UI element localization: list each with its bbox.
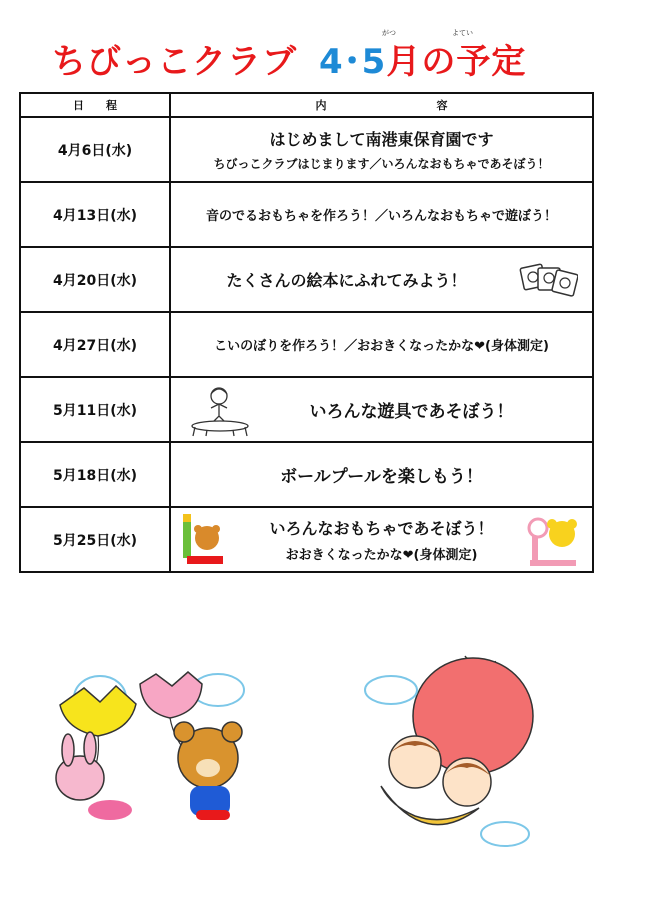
table-header-row	[20, 93, 593, 117]
table-row	[20, 312, 593, 377]
header-date: 日 程	[20, 93, 170, 117]
table-row	[20, 247, 593, 312]
row-content	[170, 117, 593, 182]
row-content-line1: はじめまして南港東保育園です	[269, 130, 494, 149]
title-schedule: 月の予定	[386, 42, 527, 82]
row-content-text: ボールプールを楽しもう！	[280, 467, 483, 487]
row-content-text: いろんな遊具であそぼう！	[309, 402, 514, 422]
row-content	[170, 247, 593, 312]
row-date: 5月11日(水)	[20, 377, 170, 442]
picture-books-icon	[518, 260, 578, 302]
row-date: 4月13日(水)	[20, 182, 170, 247]
bear-rabbit-balloons-illustration	[40, 660, 260, 830]
row-content-text: たくさんの絵本にふれてみよう！	[226, 271, 467, 290]
row-content	[170, 182, 593, 247]
table-row	[20, 377, 593, 442]
row-date: 4月6日(水)	[20, 117, 170, 182]
strawberry-balloon-children-illustration	[355, 650, 555, 850]
table-row	[20, 507, 593, 572]
row-content	[170, 377, 593, 442]
title-club-name: ちびっこクラブ	[52, 42, 297, 82]
title-months: 4･5	[319, 42, 387, 82]
row-content-line2: おおきくなったかな❤(身体測定)	[285, 548, 478, 563]
header-content: 内 容	[170, 93, 593, 117]
table-row	[20, 182, 593, 247]
row-date: 4月20日(水)	[20, 247, 170, 312]
row-date: 5月25日(水)	[20, 507, 170, 572]
title-ruby-tsuki: がつ	[382, 29, 396, 37]
title-ruby-yotei: よてい	[452, 29, 473, 37]
schedule-table	[19, 92, 594, 573]
page-title	[52, 34, 526, 82]
row-date: 4月27日(水)	[20, 312, 170, 377]
row-content	[170, 442, 593, 507]
row-content-text: こいのぼりを作ろう！／おおきくなったかな❤(身体測定)	[214, 339, 549, 354]
table-row	[20, 117, 593, 182]
table-row	[20, 442, 593, 507]
trampoline-child-illustration	[187, 384, 253, 438]
chick-scale-icon	[526, 512, 580, 568]
row-content	[170, 507, 593, 572]
row-content	[170, 312, 593, 377]
row-content-line2: ちびっこクラブはじまります／いろんなおもちゃであそぼう！	[213, 157, 550, 171]
row-content-text: 音のでるおもちゃを作ろう！／いろんなおもちゃで遊ぼう！	[205, 209, 557, 224]
row-content-line1: いろんなおもちゃであそぼう！	[269, 519, 494, 538]
bear-height-measure-icon	[179, 512, 227, 568]
row-date: 5月18日(水)	[20, 442, 170, 507]
